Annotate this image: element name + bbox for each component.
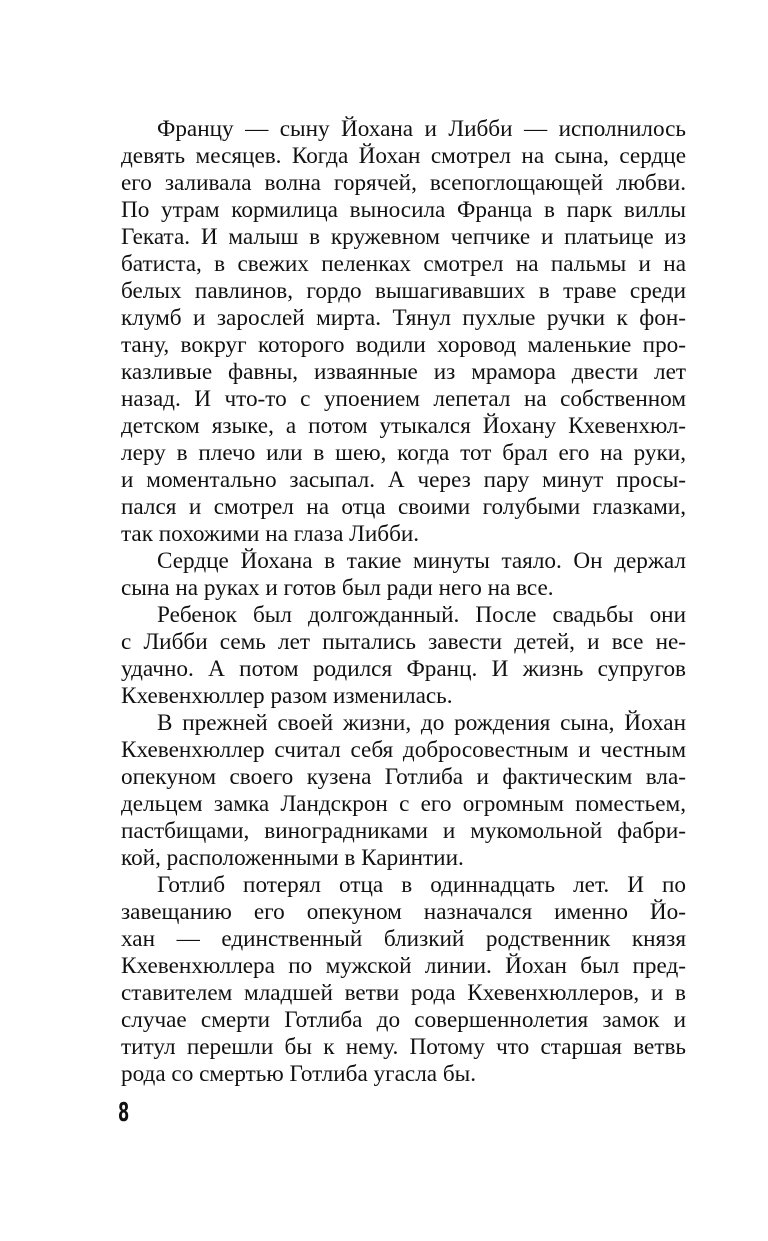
- text-line: хан — единственный близкий родственник князя: [121, 926, 686, 952]
- text-line: Готлиб потерял отца в одиннадцать лет. И по: [157, 872, 686, 898]
- text-line: рода со смертью Готлиба угасла бы.: [121, 1061, 477, 1087]
- text-line: Ребенок был долгожданный. После свадьбы они: [157, 602, 686, 628]
- text-line: леру в плечо или в шею, когда тот брал его на руки,: [121, 440, 686, 466]
- text-line: дельцем замка Ландскрон с его огромным поместьем,: [121, 791, 686, 817]
- text-line: случае смерти Готлиба до совершеннолетия замок и: [121, 1007, 686, 1033]
- paragraph: [121, 548, 686, 602]
- text-line: Кхевенхюллера по мужской линии. Йохан был пред-: [121, 953, 686, 979]
- text-line: назад. И что-то с упоением лепетал на собственном: [121, 386, 686, 412]
- text-line: белых павлинов, гордо вышагивавших в траве среди: [121, 278, 686, 304]
- text-line: В прежней своей жизни, до рождения сына, Йохан: [157, 710, 686, 736]
- text-line: с Либби семь лет пытались завести детей, и все не-: [121, 629, 686, 655]
- text-line: его заливала волна горячей, всепоглощающей любви.: [121, 170, 686, 196]
- text-line: так похожими на глаза Либби.: [121, 521, 420, 547]
- text-line: опекуном своего кузена Готлиба и фактическим вла-: [121, 764, 686, 790]
- text-line: По утрам кормилица выносила Франца в парк виллы: [121, 197, 686, 223]
- text-line: казливые фавны, изваянные из мрамора двести лет: [121, 359, 686, 385]
- text-line: клумб и зарослей мирта. Тянул пухлые ручки к фон-: [121, 305, 686, 331]
- text-line: батиста, в свежих пеленках смотрел на пальмы и на: [121, 251, 686, 277]
- text-line: завещанию его опекуном назначался именно Йо-: [121, 899, 686, 925]
- text-line: сына на руках и готов был ради него на все.: [121, 575, 554, 601]
- paragraph: [121, 710, 686, 872]
- text-line: титул перешли бы к нему. Потому что старшая ветвь: [121, 1034, 686, 1060]
- text-line: удачно. А потом родился Франц. И жизнь супругов: [121, 656, 686, 682]
- text-line: тану, вокруг которого водили хоровод маленькие про-: [121, 332, 686, 358]
- paragraph: [121, 872, 686, 1088]
- page-number: 8: [118, 1098, 130, 1128]
- text-line: Кхевенхюллер считал себя добросовестным и честным: [121, 737, 686, 763]
- text-line: пастбищами, виноградниками и мукомольной фабри-: [121, 818, 686, 844]
- paragraph: [121, 116, 686, 548]
- text-line: и моментально засыпал. А через пару минут просы-: [121, 467, 686, 493]
- text-line: девять месяцев. Когда Йохан смотрел на сына, сердце: [121, 143, 686, 169]
- text-line: Кхевенхюллер разом изменилась.: [121, 683, 453, 709]
- text-line: пался и смотрел на отца своими голубыми глазками,: [121, 494, 686, 520]
- paragraph: [121, 602, 686, 710]
- text-line: детском языке, а потом утыкался Йохану Кхевенхюл-: [121, 413, 686, 439]
- text-line: ставителем младшей ветви рода Кхевенхюллеров, и в: [121, 980, 686, 1006]
- text-line: кой, расположенными в Каринтии.: [121, 845, 464, 871]
- text-line: Францу — сыну Йохана и Либби — исполнилось: [157, 116, 686, 142]
- body-text: [121, 116, 686, 1088]
- text-line: Геката. И малыш в кружевном чепчике и платьице из: [121, 224, 686, 250]
- text-line: Сердце Йохана в такие минуты таяло. Он держал: [157, 548, 686, 574]
